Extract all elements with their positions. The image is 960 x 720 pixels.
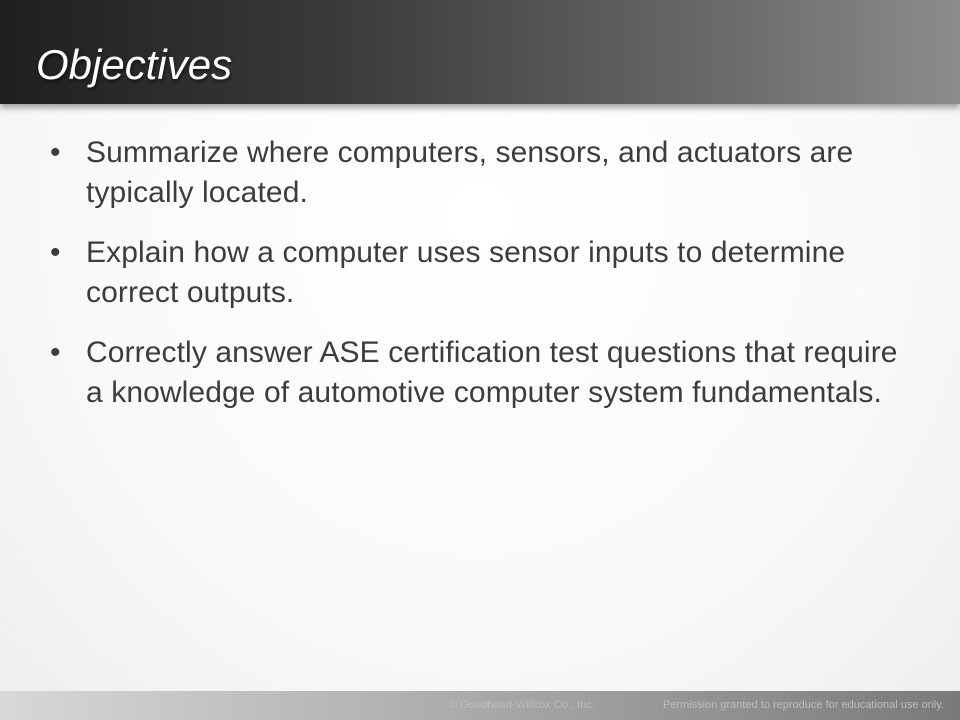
bullet-item [50,333,910,413]
footer-permission: Permission granted to reproduce for educational use only. [662,699,944,711]
footer-copyright: © Goodheart-Willcox Co., Inc. [449,699,595,711]
bullet-item [50,233,910,313]
bullet-item [50,133,910,213]
bullet-dot-icon: • [50,236,61,269]
bullet-list [50,133,910,433]
bullet-text: Correctly answer ASE certification test questions that require a knowledge of automotive computer system fundamentals. [86,336,898,409]
bullet-text: Summarize where computers, sensors, and actuators are typically located. [86,136,854,209]
bullet-dot-icon: • [50,136,61,169]
title-bar [0,0,960,104]
bullet-text: Explain how a computer uses sensor inputs to determine correct outputs. [86,236,846,309]
slide-title: Objectives [36,41,233,88]
bullet-dot-icon: • [50,336,61,369]
footer-bar [0,691,960,720]
